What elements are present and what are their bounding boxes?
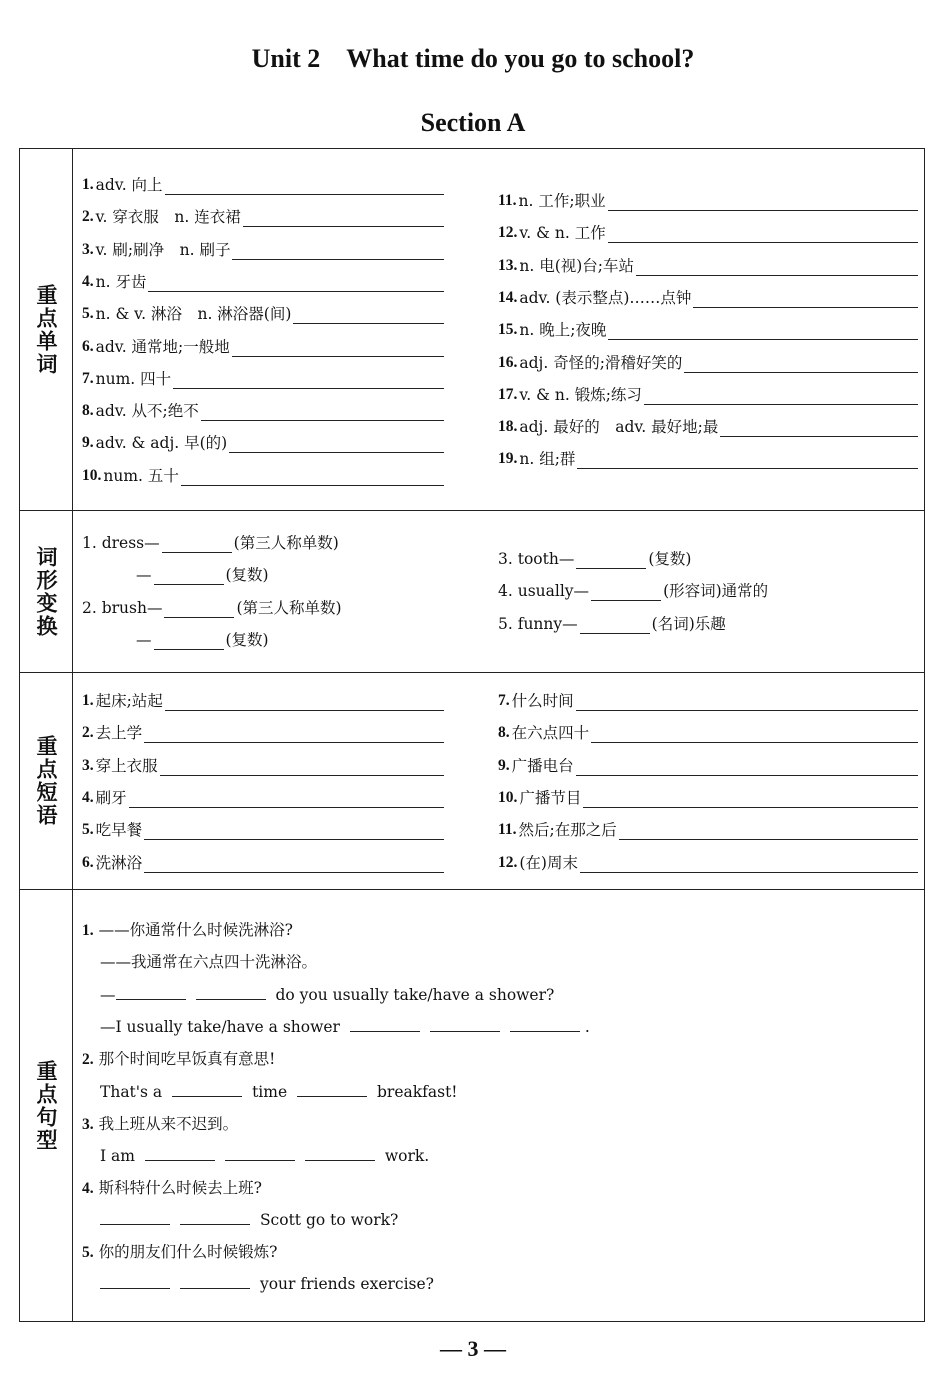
answer-line[interactable] <box>232 243 444 260</box>
blank[interactable] <box>225 1146 295 1161</box>
fill-item: 3. 穿上衣服 <box>82 756 444 776</box>
form-item: — (复数) <box>136 630 269 649</box>
answer-line[interactable] <box>608 194 918 211</box>
blank[interactable] <box>172 1082 242 1097</box>
page-number: — 3 — <box>440 1336 506 1361</box>
fill-item: 9. 广播电台 <box>498 756 918 776</box>
answer-line[interactable] <box>720 420 918 437</box>
fill-item: 2. 去上学 <box>82 723 444 743</box>
answer-line[interactable] <box>576 694 918 711</box>
sentence-3-en: I am work. <box>100 1147 430 1165</box>
answer-line[interactable] <box>636 259 918 276</box>
blank[interactable] <box>305 1146 375 1161</box>
blank[interactable] <box>350 1017 420 1032</box>
answer-line[interactable] <box>577 452 918 469</box>
blank[interactable] <box>297 1082 367 1097</box>
blank[interactable] <box>180 1210 250 1225</box>
blank[interactable] <box>180 1274 250 1289</box>
sentence-1-en-b: —I usually take/have a shower . <box>100 1018 590 1036</box>
fill-item: 16. adj. 奇怪的;滑稽好笑的 <box>498 353 918 373</box>
fill-item: 1. 起床;站起 <box>82 691 444 711</box>
form-item: — (复数) <box>136 566 269 585</box>
sentences-label-cell <box>20 890 73 1321</box>
worksheet-table <box>19 148 925 1322</box>
answer-line[interactable] <box>580 856 918 873</box>
answer-line[interactable] <box>243 210 444 227</box>
answer-line[interactable] <box>293 307 444 324</box>
sentence-1-en-a: — do you usually take/have a shower? <box>100 986 555 1004</box>
fill-item: 4. 刷牙 <box>82 788 444 808</box>
fill-item: 7. 什么时间 <box>498 691 918 711</box>
answer-line[interactable] <box>608 226 918 243</box>
blank[interactable] <box>116 985 186 1000</box>
answer-line[interactable] <box>144 823 444 840</box>
unit-title: Unit 2 What time do you go to school? <box>251 44 695 73</box>
fill-item: 7. num. 四十 <box>82 369 444 389</box>
answer-line[interactable] <box>684 356 918 373</box>
answer-line[interactable] <box>144 726 444 743</box>
phrases-right-column <box>498 673 918 889</box>
phrases-left-column <box>82 673 444 889</box>
form-item: 1. dress— (第三人称单数) <box>82 534 339 552</box>
answer-line[interactable] <box>644 388 918 405</box>
answer-line[interactable] <box>576 759 918 776</box>
sentence-1-cn-a: 1. ——你通常什么时候洗淋浴? <box>82 921 293 939</box>
phrases-label-cell <box>20 673 73 889</box>
fill-item: 18. adj. 最好的 adv. 最好地;最 <box>498 417 918 437</box>
fill-item: 12. (在)周末 <box>498 853 918 873</box>
answer-line[interactable] <box>165 178 444 195</box>
words-row <box>20 149 924 510</box>
sentence-4-cn: 4. 斯科特什么时候去上班? <box>82 1179 262 1197</box>
sentences-label: 重点句型 <box>34 1059 58 1152</box>
blank[interactable] <box>100 1274 170 1289</box>
fill-item: 19. n. 组;群 <box>498 449 918 469</box>
answer-line[interactable] <box>619 823 918 840</box>
answer-line[interactable] <box>201 404 444 421</box>
sentence-1-cn-b: ——我通常在六点四十洗淋浴。 <box>100 953 318 971</box>
answer-line[interactable] <box>165 694 444 711</box>
answer-line[interactable] <box>608 323 918 340</box>
fill-item: 4. n. 牙齿 <box>82 272 444 292</box>
blank[interactable] <box>154 635 224 650</box>
answer-line[interactable] <box>591 726 918 743</box>
fill-item: 9. adv. & adj. 早(的) <box>82 433 444 453</box>
form-item: 5. funny— (名词)乐趣 <box>498 614 726 633</box>
words-label: 重点单词 <box>34 283 58 376</box>
answer-line[interactable] <box>229 436 444 453</box>
fill-item: 6. 洗淋浴 <box>82 853 444 873</box>
blank[interactable] <box>576 554 646 569</box>
sentences-row <box>20 889 924 1321</box>
sentence-5-en: your friends exercise? <box>100 1274 434 1294</box>
fill-item: 8. adv. 从不;绝不 <box>82 401 444 421</box>
fill-item: 13. n. 电(视)台;车站 <box>498 256 918 276</box>
forms-label: 词形变换 <box>34 545 58 638</box>
sentence-3-cn: 3. 我上班从来不迟到。 <box>82 1115 239 1133</box>
answer-line[interactable] <box>181 469 444 486</box>
blank[interactable] <box>591 586 661 601</box>
phrases-row <box>20 672 924 889</box>
phrases-label: 重点短语 <box>34 735 58 827</box>
fill-item: 8. 在六点四十 <box>498 723 918 743</box>
sentence-5-cn: 5. 你的朋友们什么时候锻炼? <box>82 1243 278 1261</box>
words-left-column <box>82 149 444 510</box>
fill-item: 10. num. 五十 <box>82 466 444 486</box>
fill-item: 2. v. 穿衣服 n. 连衣裙 <box>82 207 444 227</box>
blank[interactable] <box>100 1210 170 1225</box>
fill-item: 11. 然后;在那之后 <box>498 820 918 840</box>
forms-right-column <box>498 511 898 672</box>
blank[interactable] <box>196 985 266 1000</box>
words-label-cell <box>20 149 73 510</box>
fill-item: 15. n. 晚上;夜晚 <box>498 320 918 340</box>
form-item: 3. tooth— (复数) <box>498 550 692 568</box>
answer-line[interactable] <box>173 372 444 389</box>
sentences-content <box>74 890 924 1321</box>
answer-line[interactable] <box>148 275 444 292</box>
sentence-2-cn: 2. 那个时间吃早饭真有意思! <box>82 1050 276 1068</box>
blank[interactable] <box>154 570 224 585</box>
blank[interactable] <box>145 1146 215 1161</box>
form-item: 2. brush— (第三人称单数) <box>82 598 342 617</box>
forms-label-cell <box>20 511 73 672</box>
blank[interactable] <box>430 1017 500 1032</box>
fill-item: 5. n. & v. 淋浴 n. 淋浴器(间) <box>82 304 444 324</box>
blank[interactable] <box>510 1017 580 1032</box>
answer-line[interactable] <box>693 291 918 308</box>
blank[interactable] <box>162 538 232 553</box>
fill-item: 14. adv. (表示整点)……点钟 <box>498 288 918 308</box>
fill-item: 17. v. & n. 锻炼;练习 <box>498 385 918 405</box>
blank[interactable] <box>580 619 650 634</box>
fill-item: 11. n. 工作;职业 <box>498 191 918 211</box>
answer-line[interactable] <box>232 340 444 357</box>
sentence-2-en: That's a time breakfast! <box>100 1083 458 1101</box>
blank[interactable] <box>164 603 234 618</box>
fill-item: 3. v. 刷;刷净 n. 刷子 <box>82 240 444 260</box>
words-right-column <box>498 149 918 510</box>
section-title: Section A <box>420 108 526 137</box>
fill-item: 6. adv. 通常地;一般地 <box>82 337 444 357</box>
answer-line[interactable] <box>144 856 444 873</box>
fill-item: 10. 广播节目 <box>498 788 918 808</box>
form-item: 4. usually— (形容词)通常的 <box>498 582 769 601</box>
answer-line[interactable] <box>160 759 444 776</box>
forms-left-column <box>82 511 482 672</box>
fill-item: 12. v. & n. 工作 <box>498 223 918 243</box>
fill-item: 5. 吃早餐 <box>82 820 444 840</box>
answer-line[interactable] <box>583 791 918 808</box>
forms-row <box>20 510 924 672</box>
answer-line[interactable] <box>129 791 444 808</box>
fill-item: 1. adv. 向上 <box>82 175 444 195</box>
sentence-4-en: Scott go to work? <box>100 1210 398 1230</box>
